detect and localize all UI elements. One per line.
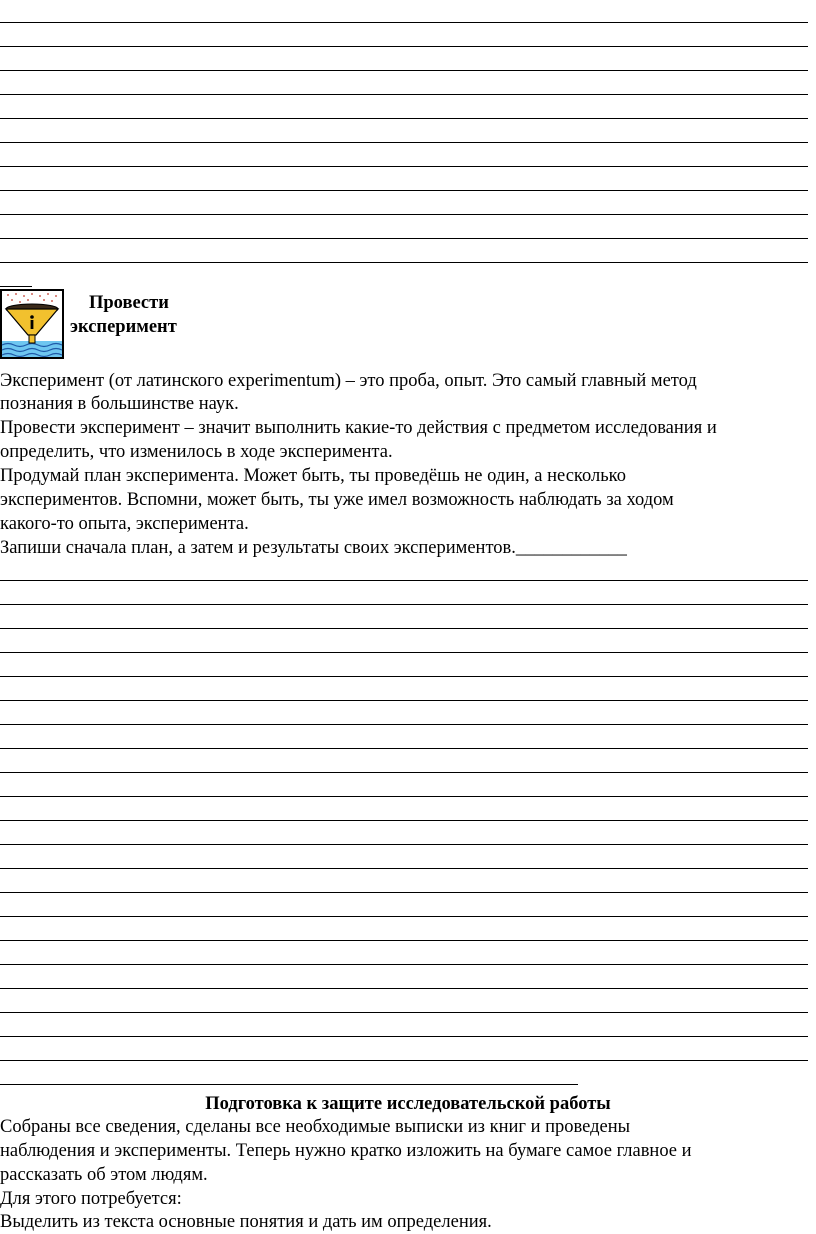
writing-line bbox=[0, 940, 808, 941]
writing-line bbox=[0, 724, 808, 725]
writing-line bbox=[0, 964, 808, 965]
paragraph-line: наблюдения и эксперименты. Теперь нужно кратко изложить на бумаге самое главное и bbox=[0, 1141, 692, 1161]
writing-line bbox=[0, 652, 808, 653]
writing-line bbox=[0, 94, 808, 95]
paragraph-line: рассказать об этом людям. bbox=[0, 1165, 208, 1185]
writing-line bbox=[0, 238, 808, 239]
writing-line bbox=[0, 868, 808, 869]
writing-line bbox=[0, 214, 808, 215]
paragraph-line: Эксперимент (от латинского experimentum) – это проба, опыт. Это самый главный метод bbox=[0, 371, 697, 391]
writing-line bbox=[0, 118, 808, 119]
writing-line bbox=[0, 70, 808, 71]
writing-line bbox=[0, 604, 808, 605]
paragraph-line: Для этого потребуется: bbox=[0, 1189, 182, 1209]
writing-line bbox=[0, 190, 808, 191]
writing-line bbox=[0, 580, 808, 581]
paragraph-line: Запиши сначала план, а затем и результаты своих экспериментов.____________ bbox=[0, 538, 627, 558]
paragraph-line: Собраны все сведения, сделаны все необходимые выписки из книг и проведены bbox=[0, 1117, 631, 1137]
writing-line bbox=[0, 1012, 808, 1013]
writing-line bbox=[0, 772, 808, 773]
writing-line bbox=[0, 142, 808, 143]
paragraph-line: определить, что изменилось в ходе эксперимента. bbox=[0, 442, 393, 462]
writing-line bbox=[0, 22, 808, 23]
writing-line bbox=[0, 748, 808, 749]
section2-title: Подготовка к защите исследовательской работы bbox=[205, 1094, 611, 1114]
paragraph-line: Продумай план эксперимента. Может быть, ты проведёшь не один, а несколько bbox=[0, 466, 626, 486]
writing-line-short bbox=[0, 286, 32, 287]
writing-line bbox=[0, 46, 808, 47]
writing-line-short bbox=[0, 1084, 578, 1085]
writing-line bbox=[0, 700, 808, 701]
writing-line bbox=[0, 262, 808, 263]
writing-line bbox=[0, 628, 808, 629]
section-title-line1: Провести bbox=[89, 293, 169, 313]
paragraph-line: экспериментов. Вспомни, может быть, ты уже имел возможность наблюдать за ходом bbox=[0, 490, 674, 510]
writing-line bbox=[0, 166, 808, 167]
paragraph-line: Выделить из текста основные понятия и дать им определения. bbox=[0, 1212, 492, 1232]
writing-line bbox=[0, 988, 808, 989]
writing-line bbox=[0, 1036, 808, 1037]
writing-line bbox=[0, 892, 808, 893]
paragraph-line: познания в большинстве наук. bbox=[0, 394, 239, 414]
section-title-line2: эксперимент bbox=[70, 317, 177, 337]
paragraph-line: какого-то опыта, эксперимента. bbox=[0, 514, 249, 534]
paragraph-line: Провести эксперимент – значит выполнить какие-то действия с предметом исследования и bbox=[0, 418, 717, 438]
funnel-icon bbox=[0, 289, 64, 359]
writing-line bbox=[0, 676, 808, 677]
writing-line bbox=[0, 916, 808, 917]
writing-line bbox=[0, 844, 808, 845]
writing-line bbox=[0, 820, 808, 821]
writing-line bbox=[0, 796, 808, 797]
writing-line bbox=[0, 1060, 808, 1061]
